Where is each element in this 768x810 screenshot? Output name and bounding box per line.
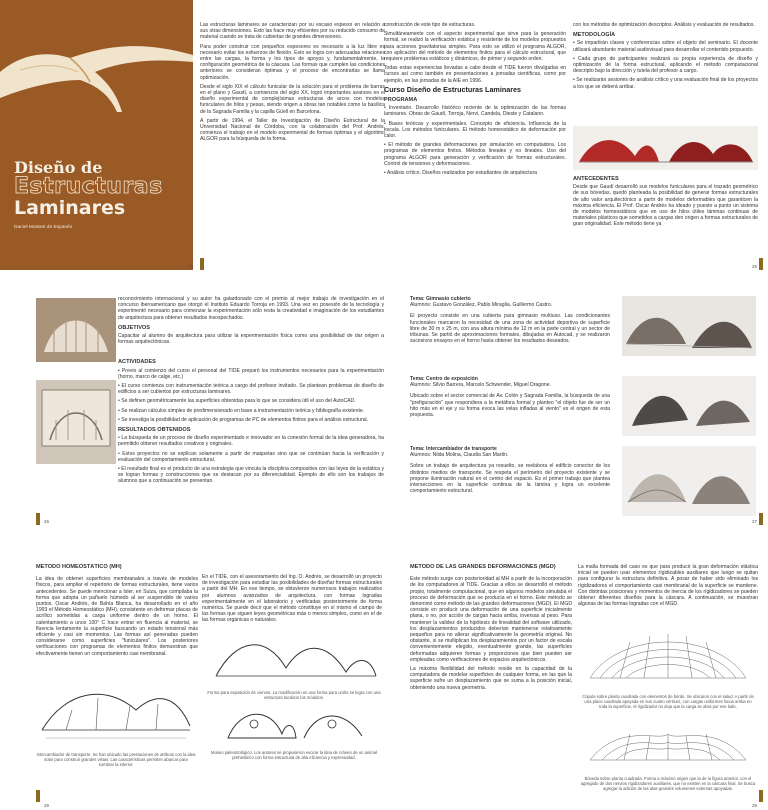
method-item: • Se realizarán sesiones de análisis crítico y una evaluación final de los proyectos a los que se deberá arribar. [573, 77, 758, 90]
paragraph: Las estructuras laminares se caracterizan por su escaso espesor en relación a sus otras dimensiones. Esto las hace muy eficientes por su reducido consumo de material cuando se trata de cubiertas de grandes dimensiones. [200, 22, 385, 41]
transport-sketch [36, 670, 196, 750]
gym-model-images [622, 296, 756, 356]
project-text: Ubicado sobre el sector comercial de Av. Colón y Sagrada Familia, la búsqueda de una "prefiguración" que respondiera a la metáfora formal y planteo "el objeto fue de ser un hito más en el eje y su forma evoca las velas infladas al viento" es el origen de esta propuesta. [410, 393, 610, 419]
paragraph: La máxima flexibilidad del método reside en la capacidad de la computadora de modelar superficies de cualquier forma, en las que la superficie sufre un desplazamiento que se suma a la posición inicial, obteniendo una nueva geometría. [410, 666, 572, 691]
result-item: • El resultado final es el producto de una estrategia que vincula la disciplina compositiva con las leyes de la estática y se logran formas y construcciones que se destacan por su diferencialidad. Ejemplo de ello son los trabajos de alumnos que a continuación se presentan. [118, 466, 384, 485]
program-item: • Análisis crítico. Diseños realizados por estudiantes de arquitectura [384, 170, 537, 177]
oven-model-photo [36, 380, 116, 464]
antecedentes-label: ANTECEDENTES [573, 176, 619, 182]
actividades-label: ACTIVIDADES [118, 359, 156, 366]
paragraph: A partir de 1994, el Taller de Investigación de Diseño Estructural de la Universidad Nacional de Córdoba, con la colaboración del Prof. Andrés, comienza el trabajo en el modelo experimental de formas óptimas y el algoritmo ALGOR para la búsqueda de la forma. [200, 117, 385, 143]
project-text: Sobre un trabajo de arquitectura ya resuelto, se reelabora el edificio conector de los distintos medios de transporte. Se respeta el perímetro del proyecto existente y se propone iluminación natural en el centro del espacio. Es el primer trabajo que plantea intersecciones en la superficie continua de la lámina y logra un excelente comportamiento estructural. [410, 463, 610, 495]
mh-section-continued [202, 574, 382, 628]
museum-sketch [220, 702, 370, 746]
page-number: 24 [188, 264, 194, 269]
result-item: • Estos proyectos no se explican solamente a partir de maquetas sino que se continúan hacia la verificación y evaluación del comportamiento estructural. [118, 450, 384, 463]
objetivos-label: OBJETIVOS [118, 324, 151, 331]
gym-model-photo [36, 298, 116, 362]
spread1-column1 [200, 22, 385, 262]
cover-title-line3: Laminares [14, 197, 126, 219]
paragraph: Desde que Gaudí desarrolló sus modelos funiculares para el trazado geométrico de sus bóvedas, quedó planteada la posibilidad de generar formas estructurales de alto valor arquitectónico a partir de modelos deformables que garanticen la máxima eficiencia. El Prof. Oscar Andrés ha ideado y puesto a punto un sistema de modelos homeostáticos que en uso de hilos útiles láminas continuas de materiales plásticos que sometidos a cargas den origen a formas estructurales de gran originalidad. Este método tiene ya [573, 184, 758, 228]
method-label: METODOLOGÍA [573, 32, 616, 39]
book-cover [0, 0, 193, 270]
project-exhibition [410, 376, 610, 440]
paragraph: Todas estas experiencias llevadas a cabo desde el TIDE fueron divulgadas en cursos así como también en presentaciones a jornadas científicas, como por ejemplo, en las jornadas de la AIE en 1996. [384, 65, 566, 84]
cover-author: Daniel Moisset de Espanés [14, 225, 73, 230]
shell-model-photo [573, 126, 758, 170]
exhibition-sketch [206, 628, 382, 686]
mgd-section-continued [578, 564, 758, 620]
mh-title: MÉTODO HOMEOSTÁTICO (MH) [36, 564, 122, 570]
activity-item: • Previo al comienzo del curso el personal del TIDE preparó los instrumentos necesarios para la experimentación (horno, marco de calge, etc.) [118, 367, 384, 380]
spread1-column2 [384, 22, 566, 262]
project-tema: Tema: Gimnasio cubierto [410, 296, 471, 302]
page-marker [200, 258, 204, 270]
paragraph: La malla formada del caso es que para producir la gran deformación elástica inicial se pueden usar elementos rígidizables auxiliares que luego se quitan para configurar la estructura definitiva. A posar de haber sido eliminado los rígidizadores el comportamiento casi membranal de la superficie se mantiene. Con distintas posiciones y momentos de inercia de los rígidizadores se pueden obtener diferentes diseños para la cáscara. A continuación, se muestran algunas de las formas logradas con el MGD. [578, 564, 758, 608]
activity-item: • Se realizan cálculos simples de predimensionado en base a instrumentación teórica y bibliografía existente. [118, 407, 365, 414]
project-tema: Tema: Intercambiador de transporte [410, 446, 497, 452]
antecedentes-section [573, 172, 758, 262]
paragraph: Simultáneamente con el aspecto experimental que sirve para la generación formal, se realizó la verificación estática y resistente de los modelos propuestos para acciones gravitatorias simples. Para esto se utilizó el programa ALGOR, con aplicación del método de elementos finitos para el cálculo estructural, que requiere problemas estáticos y dinámicos, de primer y segundo orden. [384, 31, 566, 63]
project-alumnos: Alumnos: Silvio Barrera, Marcelo Schwender, Miguel Dragone. [410, 382, 551, 389]
shell-structure-illustration [0, 0, 193, 150]
vault-mesh-figure [580, 712, 756, 772]
figure-caption: Museo paleontológico. Los autores se propusieron evocar la idea de cráneo de un animal prehistórico con forma estructural de alta eficiencia y expresividad. [211, 750, 377, 760]
page-marker [759, 513, 763, 525]
method-item: • Se impartirán clases y conferencias sobre el objeto del seminario. El docente utilizará abundante material audiovisual para desarrollar el contenido propuesto. [573, 40, 758, 53]
figure-caption: Bóveda sobre planta cuadrada. Forma a máximo origen que la de la figura anterior, con el agregado de dos nervios rígidizadores auxiliares, que no existen en la cáscara final. Se busca agregar la adición de las alas grandes volumenes externas apoyadas. [580, 776, 756, 791]
activity-item: • Se definen geométricamente las superficies obtenidas para lo que se considera útil el uso del AutoCAD. [118, 398, 356, 405]
project-alumnos: Alumnos: Gustavo González, Pablo Miraglia, Guillermo Castro. [410, 302, 553, 309]
paragraph: En el TIDE, con el asesoramiento del Ing. O. Andrés, se desarrolló un proyecto de investigación para estudiar las posibilidades de diseñar formas estructurales a partir del MH. En ese tiempo, se obtuvieron numerosos trabajos realizados por alumnos avanzados de arquitectura, con formas logradas experimentalmente en el laboratorio y verificadas posteriormente de forma numérica. Se puede decir que el método constituye en sí mismo el campo de las formas que siguen leyes geométricas más o menos simples, como en el de las formas orgánicas o naturales. [202, 574, 382, 624]
result-item: • La búsqueda de un proceso de diseño experimentado e innovador en la conexión formal de la idea generadora, ha permitido obtener resultados creativos y originales. [118, 435, 384, 448]
page-number: 29 [752, 803, 758, 808]
paragraph: reconocimiento internacional y su autor ha galardonado con el premio al mejor trabajo de investigación en el concurso iberoamericano que otorgó el Instituto Eduardo Torroja en 1993. Una vez en posesión de la tecnología y experimentó necesario para comenzar la experimentación sólo resta la creatividad e imaginación de los estudiantes de arquitectura para obtener resultados insospechados. [118, 296, 384, 321]
transport-model-images [622, 446, 756, 516]
paragraph: Este método surge con posterioridad al MH a partir de la incorporación de los computadores al TIDE. Gracias a ellos se desarrolló el método propio, totalmente computacional, que en algunos modelos simulaba el proceso de deformación que se producía en el horno. Este método se denominó como método de las grandes deformaciones (MGD). El MGD consiste en producir una deformación de una superficie inicialmente plana, o no, por acción de cargas hacia arriba, inversas al peso. Para mantener la validez de la hipótesis de linealidad del software utilizado, los desplazamientos producidos deberían mantenerse relativamente pequeños para no alterar significativamente la geometría original. No obstante, si se multiplican los desplazamientos por un factor de escala convenientemente elegido, eventualmente grande, las superficies deformadas adquieren formas y proporciones que bien pueden ser empleadas como verificaciones de espacios arquitectónicos. [410, 576, 572, 663]
mh-section [36, 564, 198, 668]
program-item: • Bases teóricas y experimentales. Concepto de eficiencia. Influencia de la escala. Los métodos funiculares. El método homeostático de deformación por calor. [384, 120, 566, 140]
paragraph: La idea de obtener superficies membranales a través de modelos físicos, para ampliar el repertorio de formas estructurales, tiene varios antecedentes. Se puede mencionar a Isler, en Suiza, que compilaba la forma que adopta un pañuelo húmedo al ser suspendido de varios puntos. Oscar Andrés, de Bahía Blanca, ha desarrollado en el año 1993 el Método Homeostático (MH), consistente en deformar placas de acrílico sometidas a carga uniforme dentro de un horno. El calentamiento a unos 100° C hace entrar en fluencia al material, se fluencia lentamente la superficie buscando un estado tensional más eficiente y casi sin momentos. Las formas así generadas pueden considerarse como superficies "funiculares". Los posteriores verificaciones con programas de elementos finitos demuestran que efectivamente tienen un comportamiento casi membranal. [36, 576, 198, 657]
program-label: PROGRAMA [384, 97, 418, 104]
project-transport [410, 446, 610, 520]
page-marker [36, 790, 40, 802]
program-item: • Inventario. Desarrollo histórico reciente de la optimización de las formas laminares. Obras de Gaudí, Torroja, Nervi, Candela, Dieste y Catalano. [384, 105, 566, 118]
page-number: 28 [44, 803, 50, 808]
activity-item: • El curso comienza con instrumentación teórica a cargo del profesor invitado. Se plantean problemas de diseño de edificios a ser cubiertos por estructuras laminares. [118, 383, 384, 396]
page-number: 26 [44, 519, 50, 524]
dome-mesh-figure [580, 622, 756, 692]
paragraph: construcción de este tipo de estructuras. [384, 22, 476, 28]
spread1-column3 [573, 22, 758, 132]
method-item: • Cada grupo de participantes realizará su propia experiencia de diseño y optimización de la forma estructural, aplicando el método computacional descripto bajo la dirección y tutela del profesor a cargo. [573, 55, 758, 75]
project-text: El proyecto consiste en una cubierta para gimnasio multiuso. Las condicionantes funcionales marcaron la necesidad de una zona de actividad deportiva de superficie libre de 30 m x 25 m, con una altura mínima de 12 m en la parte central y un sector de tribunas. Se partió de aproximaciones formales, dibujadas en Autocad, y se realizaron sucesivos ensayos en el horno hasta obtener los resultados deseados. [410, 313, 610, 345]
resultados-label: RESULTADOS OBTENIDOS [118, 427, 191, 434]
paragraph: Para poder construir con pequeños espesores es necesario a la luz libre es necesario evitar los esfuerzos de flexión. Esto se logra con adecuadas relaciones entre las cargas, la forma y los tipos de apoyos y, fundamentalmente, la configuración geométrica de la cáscara. Las formas que cumplen las condiciones anteriores se consideran óptimas y el proceso de encontrarlas se llama optimización. [200, 43, 385, 81]
spread2-left-column [118, 296, 384, 528]
page-number: 27 [752, 519, 758, 524]
project-gym [410, 296, 610, 366]
paragraph: Desde el siglo XIX el cálculo funicular de la solución para el problema de barras en el plano y Gaudí, a comienzos del siglo XX, logró importantes avances en el diseño experimental de complejísimas estructuras de arcos con modelos funiculares de hilos y pesas, siendo origen a obras tan notables como la basílica de la Sagrada Familia y la capilla Güell en Barcelona. [200, 83, 385, 115]
program-item: • El método de grandes deformaciones por simulación en computadora. Los programas de elementos finitos. Métodos lineales y no lineales. Uso del programa ALGOR para generación y verificación de formas estructurales. Control de tensiones y deformaciones. [384, 142, 566, 167]
figure-caption: Cúpula sobre planta cuadrada con elementos de borde. Se ubicaron con el salud. A partir de una placa cuadrada apoyada en sus cuatro vértices, con cargas uniformes hacia arriba en toda la superficie, el rígidizador no deja que la carga se abra por ese lado. [582, 694, 754, 709]
page-marker [759, 258, 763, 270]
page-number: 25 [752, 264, 758, 269]
exhibition-model-images [622, 376, 756, 436]
cover-title-line2: Estructuras [14, 174, 163, 199]
activity-item: • Se investiga la posibilidad de aplicación de programas de PC de elementos finitos para el análisis estructural. [118, 416, 369, 423]
project-tema: Tema: Centro de exposición [410, 376, 478, 382]
paragraph: Capacitar al alumno de arquitectura para utilizar la experimentación física como una posibilidad de dar origen a formas arquitectónicas. [118, 333, 384, 346]
page-marker [36, 513, 40, 525]
mgd-section [410, 564, 572, 800]
figure-caption: Forma para exposición de ciervos. La modificación en una forma para unirlo se logra con una estructura localizar los módulos. [207, 690, 381, 700]
page-marker [759, 790, 763, 802]
mgd-title: MÉTODO DE LAS GRANDES DEFORMACIONES (MGD) [410, 564, 556, 570]
course-title: Curso Diseño de Estructuras Laminares [384, 84, 522, 94]
figure-caption: Intercambiador de transporte. Se han ubicado las prestaciones de atributo con la idea solar para construir grandes vistas. Las características permiten abarcar para sombrar la interior. [36, 752, 196, 767]
paragraph: con los métodos de optimización descriptos. Análisis y evaluación de resultados. [573, 22, 755, 28]
cover-title-line1: Diseño de [14, 158, 103, 177]
project-alumnos: Alumnos: Nilda Molina, Claudia San Martín. [410, 452, 509, 459]
